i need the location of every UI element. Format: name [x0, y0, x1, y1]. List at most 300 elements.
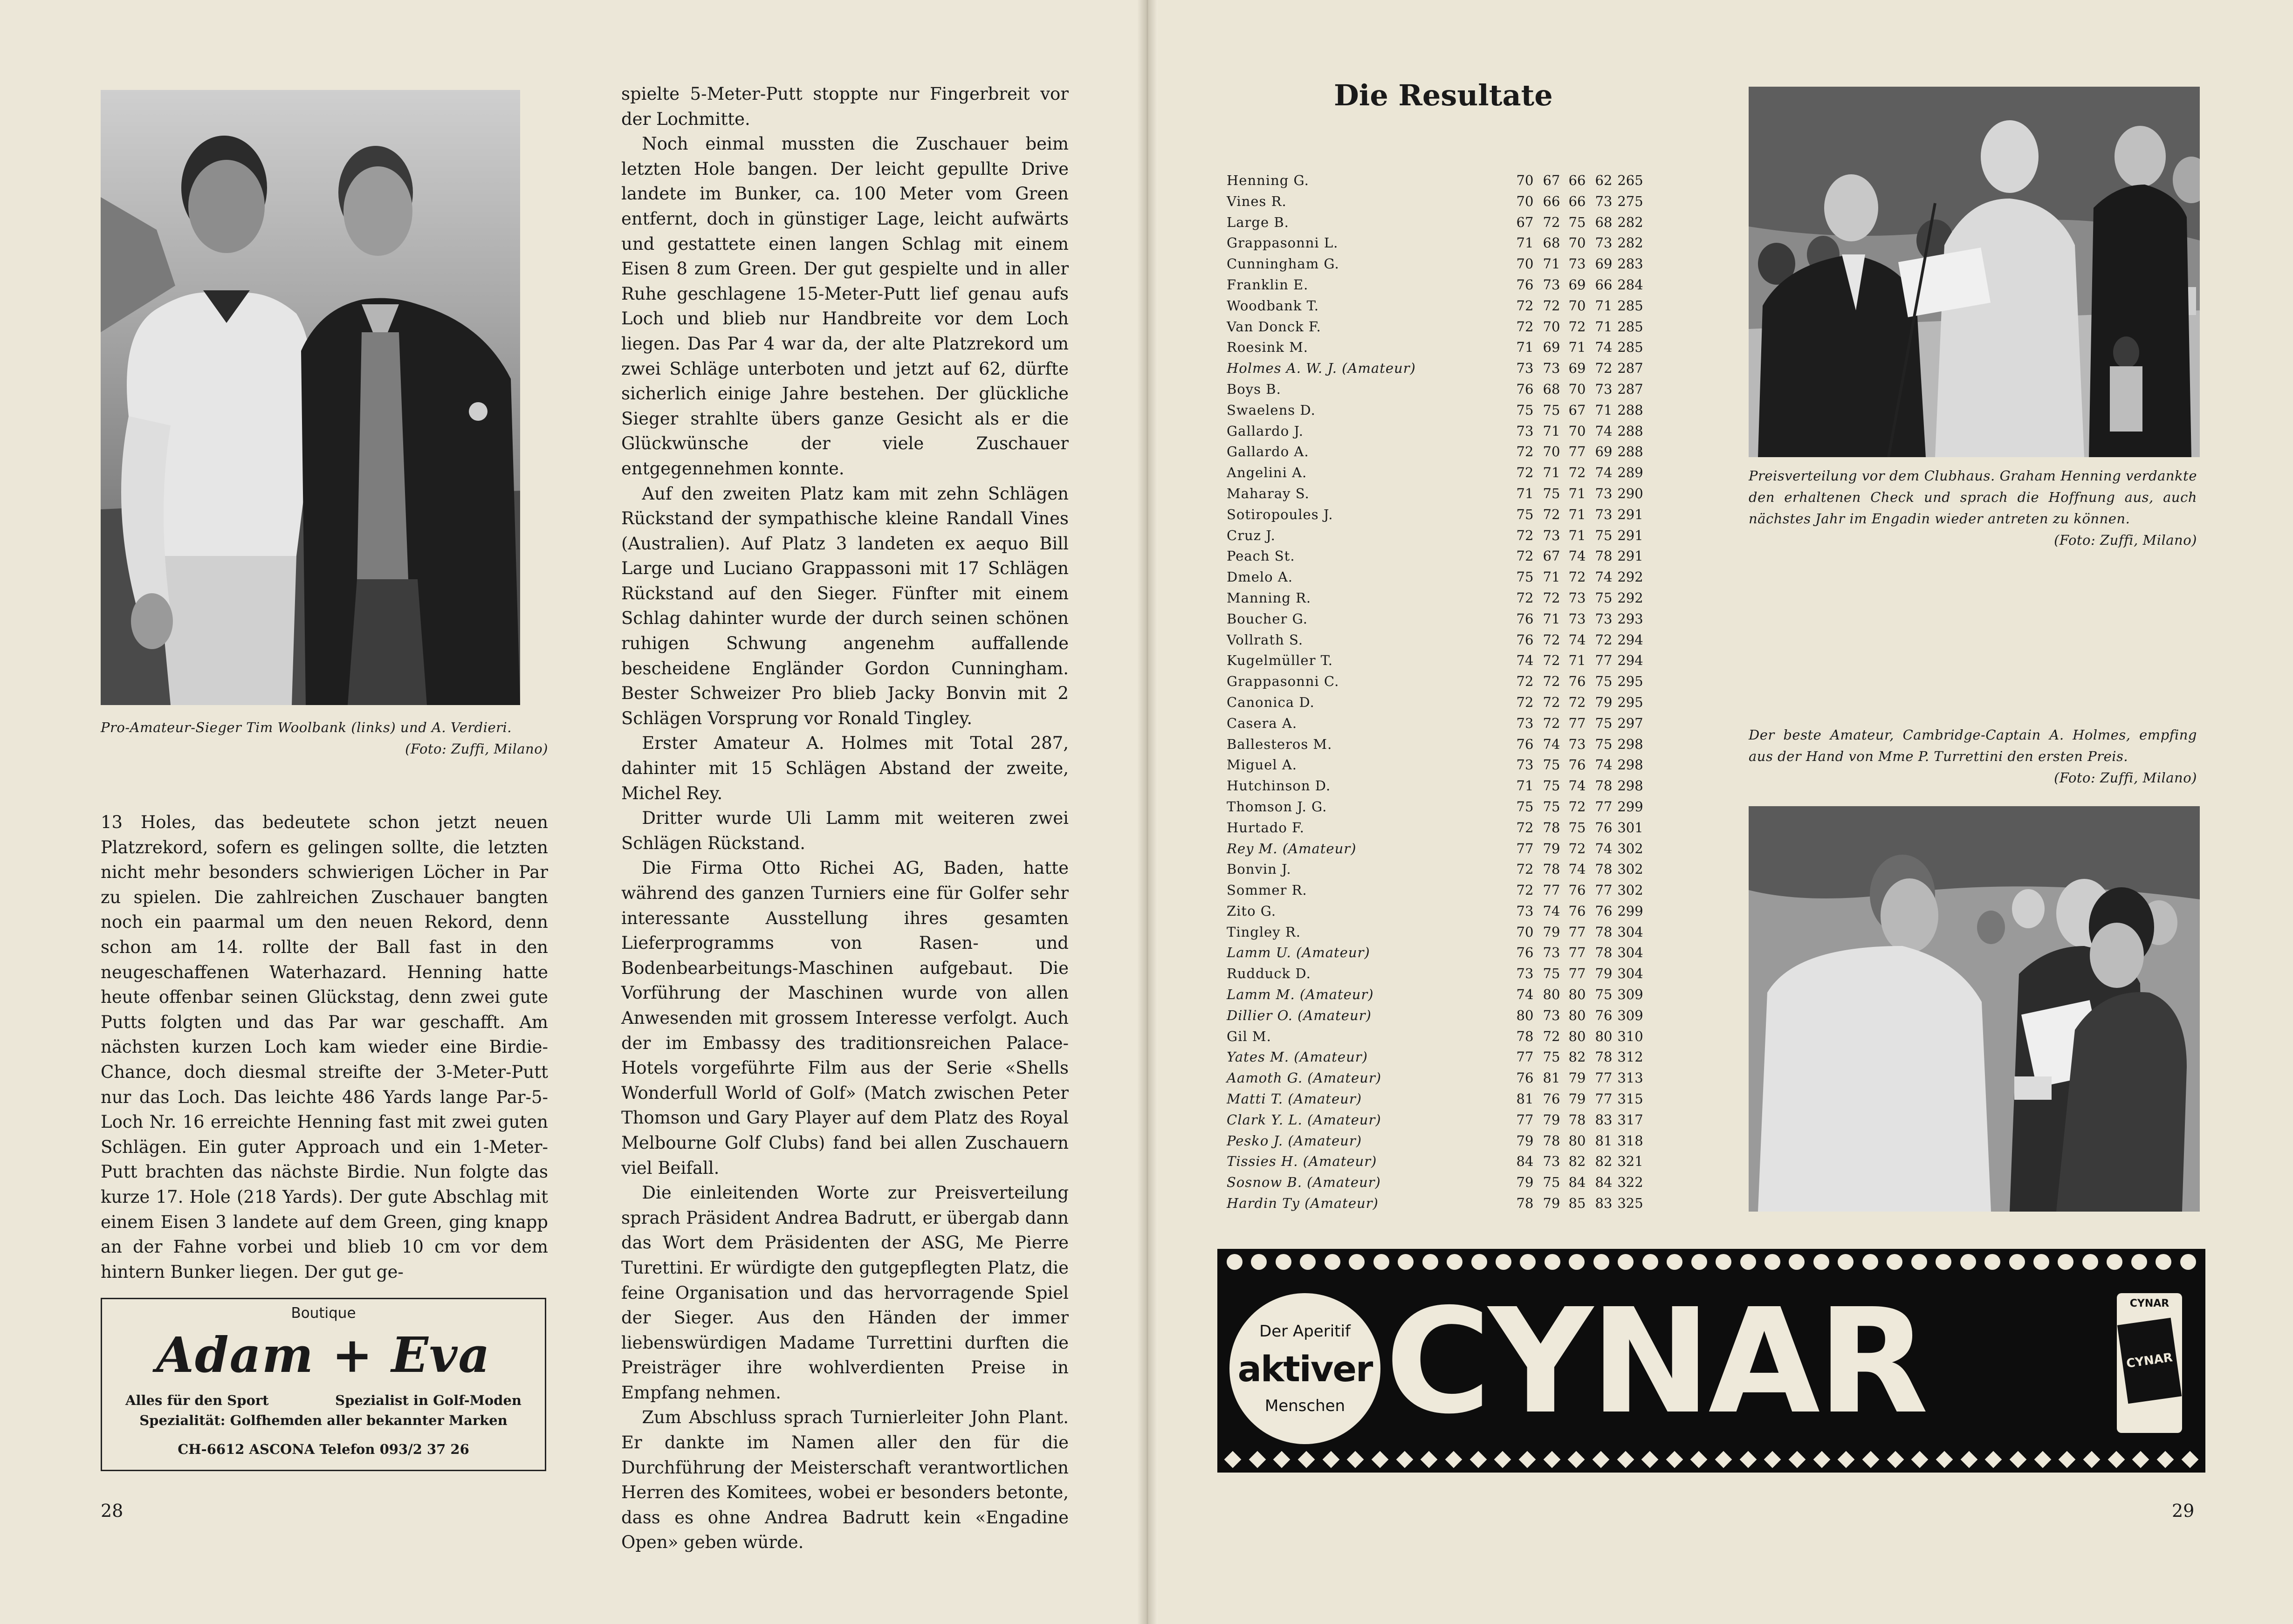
left-page [0, 0, 1146, 1624]
film-hole [1322, 1451, 1339, 1468]
result-round-score: 76 [1568, 757, 1586, 773]
film-hole [1373, 1254, 1389, 1270]
result-player-name: Holmes A. W. J. (Amateur) [1227, 360, 1416, 377]
film-hole [1667, 1254, 1682, 1270]
film-hole [1740, 1254, 1756, 1270]
cynar-bottle-icon [2117, 1293, 2182, 1433]
result-player-name: Henning G. [1227, 172, 1309, 188]
result-round-score: 72 [1516, 673, 1534, 690]
result-round-score: 72 [1543, 652, 1560, 669]
result-round-score: 75 [1516, 506, 1534, 522]
result-total: 297 [1617, 715, 1643, 731]
result-total: 295 [1617, 694, 1643, 710]
result-total: 288 [1617, 444, 1643, 460]
result-round-score: 76 [1595, 1007, 1613, 1023]
result-total: 289 [1617, 465, 1643, 481]
result-total: 312 [1617, 1049, 1643, 1065]
result-round-score: 72 [1543, 589, 1560, 606]
caption-text: Der beste Amateur, Cambridge-Captain A. Holmes, empfing aus der Hand von Mme P. Turrettini den ersten Preis. [1749, 727, 2197, 764]
result-total: 287 [1617, 381, 1643, 397]
result-round-score: 69 [1568, 276, 1586, 293]
book-gutter [1137, 0, 1158, 1624]
result-round-score: 78 [1543, 1132, 1560, 1149]
result-round-score: 70 [1543, 444, 1560, 460]
result-round-score: 72 [1595, 360, 1613, 377]
film-hole [1445, 1451, 1462, 1468]
result-total: 283 [1617, 256, 1643, 272]
result-round-score: 71 [1595, 402, 1613, 418]
film-strip-top [1227, 1251, 2196, 1273]
film-hole [1838, 1254, 1854, 1270]
result-round-score: 69 [1595, 444, 1613, 460]
result-row [1227, 924, 1665, 945]
result-round-score: 80 [1568, 1132, 1586, 1149]
result-round-score: 75 [1595, 987, 1613, 1003]
result-round-score: 78 [1595, 861, 1613, 877]
result-round-score: 80 [1568, 1007, 1586, 1023]
result-player-name: Boucher G. [1227, 610, 1308, 627]
result-round-score: 71 [1543, 569, 1560, 585]
result-player-name: Rey M. (Amateur) [1227, 840, 1357, 857]
result-row [1227, 1049, 1665, 1070]
film-hole [1862, 1451, 1880, 1468]
result-row [1227, 235, 1665, 256]
result-round-score: 73 [1543, 360, 1560, 377]
result-round-score: 73 [1595, 193, 1613, 209]
result-total: 293 [1617, 610, 1643, 627]
photo-caption-ceremony [1749, 465, 2197, 551]
film-hole [1838, 1451, 1855, 1468]
result-row [1227, 882, 1665, 903]
result-player-name: Lamm M. (Amateur) [1227, 987, 1374, 1003]
result-round-score: 73 [1595, 610, 1613, 627]
result-row [1227, 861, 1665, 882]
result-player-name: Thomson J. G. [1227, 798, 1327, 815]
result-player-name: Sosnow B. (Amateur) [1227, 1174, 1381, 1191]
result-round-score: 79 [1595, 694, 1613, 710]
article-column-2 [621, 82, 1069, 1555]
result-total: 294 [1617, 631, 1643, 648]
result-round-score: 74 [1568, 631, 1586, 648]
result-round-score: 75 [1516, 402, 1534, 418]
result-round-score: 71 [1568, 506, 1586, 522]
result-round-score: 80 [1568, 987, 1586, 1003]
result-row [1227, 1007, 1665, 1028]
result-total: 322 [1617, 1174, 1643, 1191]
boutique-logo: Adam + Eva [156, 1326, 491, 1384]
result-round-score: 76 [1595, 903, 1613, 919]
result-row [1227, 1133, 1665, 1154]
film-hole [1543, 1451, 1560, 1468]
result-round-score: 74 [1568, 861, 1586, 877]
result-round-score: 68 [1543, 381, 1560, 397]
film-hole [1642, 1254, 1658, 1270]
film-hole [2058, 1254, 2073, 1270]
result-round-score: 77 [1595, 798, 1613, 815]
result-round-score: 79 [1595, 966, 1613, 982]
result-player-name: Swaelens D. [1227, 402, 1316, 418]
result-player-name: Sotiropoules J. [1227, 506, 1333, 522]
result-round-score: 79 [1543, 840, 1560, 857]
result-round-score: 76 [1516, 610, 1534, 627]
result-round-score: 75 [1568, 214, 1586, 230]
result-round-score: 73 [1516, 966, 1534, 982]
film-hole [1469, 1451, 1487, 1468]
result-round-score: 75 [1595, 715, 1613, 731]
result-round-score: 72 [1543, 673, 1560, 690]
result-round-score: 72 [1568, 798, 1586, 815]
result-row [1227, 1153, 1665, 1174]
result-round-score: 75 [1595, 673, 1613, 690]
result-round-score: 73 [1516, 360, 1534, 377]
result-player-name: Vines R. [1227, 193, 1287, 209]
result-player-name: Ballesteros M. [1227, 736, 1332, 752]
result-total: 282 [1617, 214, 1643, 230]
result-round-score: 74 [1595, 465, 1613, 481]
result-round-score: 72 [1516, 444, 1534, 460]
result-round-score: 77 [1568, 715, 1586, 731]
film-hole [2108, 1451, 2125, 1468]
article-paragraph: 13 Holes, das bedeutete schon jetzt neuen Platzrekord, sofern es gelingen sollte, die letzten nicht mehr besonders schwierigen Löcher in Par zu spielen. Die zahlreichen Zuschauer bangten noch ein paarmal um den neuen Rekord, denn schon am 14. rollte der Ball fast in den neugeschaffenen Waterhazard. Henning hatte heute offenbar seinen Glückstag, denn zwei gute Putts folgten und das Par war geschafft. Am nächsten kurzen Loch kam wieder eine Birdie-Chance, doch diesmal streifte der 3-Meter-Putt nur das Loch. Das leichte 486 Yards lange Par-5-Loch Nr. 16 erreichte Henning fast mit zwei guten Schlägen. Ein guter Approach und ein 1-Meter-Putt brachten das nächste Birdie. Nun folgte das kurze 17. Hole (218 Yards). Der gute Abschlag mit einem Eisen 3 landete auf dem Green, ging knapp an der Fahne vorbei und blieb 10 cm vor dem hintern Bunker liegen. Der gut ge- [101, 812, 548, 1282]
film-hole [1984, 1254, 2000, 1270]
result-round-score: 78 [1516, 1028, 1534, 1044]
result-round-score: 77 [1568, 444, 1586, 460]
result-round-score: 76 [1516, 1070, 1534, 1086]
film-hole [1396, 1451, 1413, 1468]
result-player-name: Miguel A. [1227, 757, 1298, 773]
result-round-score: 70 [1568, 235, 1586, 251]
result-row [1227, 402, 1665, 423]
result-round-score: 73 [1516, 423, 1534, 439]
result-round-score: 73 [1543, 276, 1560, 293]
result-round-score: 74 [1568, 778, 1586, 794]
result-row [1227, 548, 1665, 569]
photo-caption-left [101, 717, 548, 760]
result-player-name: Tingley R. [1227, 924, 1301, 940]
result-player-name: Cunningham G. [1227, 256, 1339, 272]
result-round-score: 70 [1568, 381, 1586, 397]
photo-golfers-portrait [101, 90, 520, 705]
result-row [1227, 632, 1665, 653]
film-hole [1421, 1451, 1438, 1468]
article-paragraph: Noch einmal mussten die Zuschauer beim letzten Hole bangen. Der leicht gepullte Drive landete im Bunker, ca. 100 Meter vom Green entfernt, doch in günstiger Lage, leicht aufwärts und gestattete einen langen Schlag mit einem Eisen 8 zum Green. Der gut gespielte und in aller Ruhe geschlagene 15-Meter-Putt lief genau aufs Loch und blieb nur Handbreite vor dem Loch liegen. Das Par 4 war da, der alte Platzrekord um zwei Schläge unterboten und jetzt auf 62, dürfte sicherlich einige Jahre bestehen. Der glückliche Sieger strahlte übers ganze Gesicht als er die Glückwünsche der viele Zuschauer entgegennehmen konnte. [621, 134, 1069, 479]
result-round-score: 73 [1595, 381, 1613, 397]
result-total: 291 [1617, 527, 1643, 543]
result-round-score: 71 [1568, 485, 1586, 501]
result-player-name: Grappasonni L. [1227, 235, 1339, 251]
result-round-score: 74 [1516, 987, 1534, 1003]
result-round-score: 73 [1516, 715, 1534, 731]
result-round-score: 77 [1516, 1049, 1534, 1065]
article-paragraph: spielte 5-Meter-Putt stoppte nur Fingerbreit vor der Lochmitte. [621, 84, 1069, 129]
bottle-top-text: CYNAR [2129, 1298, 2169, 1309]
result-round-score: 76 [1516, 736, 1534, 752]
result-round-score: 73 [1516, 903, 1534, 919]
result-total: 295 [1617, 673, 1643, 690]
result-round-score: 77 [1568, 966, 1586, 982]
result-row [1227, 820, 1665, 841]
result-round-score: 71 [1516, 339, 1534, 356]
result-round-score: 72 [1516, 694, 1534, 710]
film-hole [1398, 1254, 1414, 1270]
result-round-score: 73 [1595, 506, 1613, 522]
result-player-name: Aamoth G. (Amateur) [1227, 1070, 1382, 1086]
result-round-score: 76 [1595, 819, 1613, 836]
result-round-score: 72 [1568, 569, 1586, 585]
result-row [1227, 903, 1665, 924]
result-round-score: 72 [1568, 840, 1586, 857]
result-round-score: 72 [1543, 715, 1560, 731]
result-total: 302 [1617, 840, 1643, 857]
result-row [1227, 486, 1665, 507]
film-hole [2107, 1254, 2122, 1270]
result-round-score: 75 [1516, 569, 1534, 585]
film-hole [1789, 1254, 1805, 1270]
result-round-score: 66 [1568, 172, 1586, 188]
result-round-score: 73 [1595, 235, 1613, 251]
film-hole [2156, 1254, 2171, 1270]
result-round-score: 82 [1568, 1049, 1586, 1065]
result-player-name: Maharay S. [1227, 485, 1310, 501]
film-hole [2034, 1451, 2051, 1468]
result-round-score: 77 [1595, 1091, 1613, 1107]
result-row [1227, 444, 1665, 465]
result-round-score: 69 [1543, 339, 1560, 356]
result-player-name: Canonica D. [1227, 694, 1315, 710]
result-round-score: 72 [1543, 297, 1560, 314]
film-hole [2180, 1254, 2196, 1270]
result-row [1227, 590, 1665, 611]
film-hole [1518, 1451, 1536, 1468]
result-round-score: 68 [1595, 214, 1613, 230]
film-hole [2009, 1254, 2025, 1270]
result-player-name: Dmelo A. [1227, 569, 1293, 585]
result-round-score: 67 [1543, 548, 1560, 564]
result-player-name: Rudduck D. [1227, 966, 1311, 982]
cynar-brand-logo: CYNAR [1385, 1278, 1926, 1446]
article-paragraph: Auf den zweiten Platz kam mit zehn Schlägen Rückstand der sympathische kleine Randall Vines (Australien). Auf Platz 3 landeten ex aequo Bill Large und Luciano Grappassoni mit 17 Schlägen Rückstand auf den Sieger. Fünfter mit einem Schlag dahinter wurde der durch seinen schönen ruhigen Schwung angenehm auffallende bescheidene Engländer Gordon Cunningham. Bester Schweizer Pro blieb Jacky Bonvin mit 2 Schlägen Vorsprung vor Ronald Tingley. [621, 483, 1069, 728]
result-round-score: 72 [1543, 214, 1560, 230]
caption-credit: (Foto: Zuffi, Milano) [2054, 532, 2197, 548]
result-row [1227, 339, 1665, 360]
result-total: 318 [1617, 1132, 1643, 1149]
result-row [1227, 465, 1665, 486]
cynar-advertisement [1217, 1249, 2205, 1473]
result-player-name: Gallardo J. [1227, 423, 1304, 439]
photo-prize-ceremony-henning [1749, 87, 2200, 457]
result-round-score: 72 [1516, 819, 1534, 836]
result-round-score: 76 [1516, 381, 1534, 397]
result-row [1227, 799, 1665, 820]
bottle-label-text: CYNAR [2117, 1318, 2182, 1404]
result-round-score: 76 [1568, 882, 1586, 898]
result-player-name: Clark Y. L. (Amateur) [1227, 1111, 1381, 1128]
result-round-score: 78 [1595, 778, 1613, 794]
result-round-score: 75 [1543, 485, 1560, 501]
result-round-score: 74 [1516, 652, 1534, 669]
result-row [1227, 757, 1665, 778]
result-round-score: 74 [1543, 903, 1560, 919]
result-round-score: 79 [1543, 924, 1560, 940]
result-row [1227, 277, 1665, 298]
result-round-score: 80 [1568, 1028, 1586, 1044]
result-player-name: Manning R. [1227, 589, 1311, 606]
result-round-score: 75 [1595, 589, 1613, 606]
result-total: 291 [1617, 548, 1643, 564]
result-round-score: 69 [1568, 360, 1586, 377]
result-round-score: 75 [1595, 527, 1613, 543]
result-row [1227, 987, 1665, 1007]
result-total: 285 [1617, 297, 1643, 314]
result-round-score: 84 [1568, 1174, 1586, 1191]
film-strip-bottom [1227, 1448, 2196, 1471]
result-total: 302 [1617, 882, 1643, 898]
result-round-score: 73 [1543, 1007, 1560, 1023]
result-total: 301 [1617, 819, 1643, 836]
film-hole [1936, 1451, 1953, 1468]
result-round-score: 75 [1516, 798, 1534, 815]
article-paragraph: Erster Amateur A. Holmes mit Total 287, dahinter mit 15 Schlägen Abstand der zweite, Michel Rey. [621, 733, 1069, 803]
film-hole [1887, 1451, 1904, 1468]
result-round-score: 72 [1543, 506, 1560, 522]
result-player-name: Yates M. (Amateur) [1227, 1049, 1368, 1065]
result-round-score: 75 [1543, 966, 1560, 982]
film-hole [1273, 1451, 1291, 1468]
result-player-name: Boys B. [1227, 381, 1281, 397]
result-round-score: 75 [1543, 778, 1560, 794]
result-round-score: 75 [1543, 1174, 1560, 1191]
result-row [1227, 172, 1665, 193]
boutique-title: Boutique [291, 1305, 356, 1322]
result-player-name: Matti T. (Amateur) [1227, 1091, 1362, 1107]
result-total: 291 [1617, 506, 1643, 522]
film-hole [1739, 1451, 1757, 1468]
result-total: 309 [1617, 1007, 1643, 1023]
film-hole [1372, 1451, 1389, 1468]
result-player-name: Gil M. [1227, 1028, 1271, 1044]
result-player-name: Roesink M. [1227, 339, 1308, 356]
result-total: 325 [1617, 1195, 1643, 1212]
film-hole [1789, 1451, 1806, 1468]
result-round-score: 79 [1516, 1132, 1534, 1149]
result-round-score: 70 [1516, 172, 1534, 188]
result-player-name: Angelini A. [1227, 465, 1307, 481]
film-hole [1764, 1254, 1780, 1270]
result-round-score: 82 [1568, 1153, 1586, 1170]
result-row [1227, 569, 1665, 590]
result-row [1227, 673, 1665, 694]
film-hole [2083, 1451, 2101, 1468]
result-total: 298 [1617, 757, 1643, 773]
result-round-score: 76 [1516, 631, 1534, 648]
result-round-score: 73 [1568, 610, 1586, 627]
film-hole [2131, 1254, 2147, 1270]
film-hole [1545, 1254, 1560, 1270]
result-player-name: Hutchinson D. [1227, 778, 1331, 794]
film-hole [1447, 1254, 1462, 1270]
film-hole [1862, 1254, 1878, 1270]
film-hole [1569, 1254, 1585, 1270]
result-round-score: 73 [1543, 1153, 1560, 1170]
boutique-right-text: Spezialist in Golf-Moden [335, 1392, 522, 1408]
result-round-score: 72 [1516, 527, 1534, 543]
result-total: 304 [1617, 966, 1643, 982]
film-hole [1520, 1254, 1536, 1270]
badge-top-text: Der Aperitif [1259, 1322, 1351, 1341]
result-round-score: 77 [1595, 1070, 1613, 1086]
result-round-score: 72 [1516, 465, 1534, 481]
result-total: 292 [1617, 569, 1643, 585]
article-column-1 [101, 810, 548, 1284]
result-round-score: 72 [1543, 1028, 1560, 1044]
result-round-score: 72 [1595, 631, 1613, 648]
result-total: 313 [1617, 1070, 1643, 1086]
result-round-score: 67 [1568, 402, 1586, 418]
result-total: 265 [1617, 172, 1643, 188]
film-hole [1936, 1254, 1951, 1270]
result-round-score: 74 [1595, 840, 1613, 857]
result-round-score: 71 [1568, 339, 1586, 356]
result-player-name: Pesko J. (Amateur) [1227, 1132, 1362, 1149]
result-round-score: 73 [1543, 527, 1560, 543]
result-round-score: 79 [1516, 1174, 1534, 1191]
result-round-score: 71 [1543, 423, 1560, 439]
boutique-specialty: Spezialität: Golfhemden aller bekannter Marken [139, 1412, 508, 1428]
film-hole [1911, 1451, 1929, 1468]
result-round-score: 78 [1595, 945, 1613, 961]
result-total: 298 [1617, 778, 1643, 794]
result-round-score: 79 [1568, 1070, 1586, 1086]
film-hole [1347, 1451, 1364, 1468]
result-round-score: 76 [1516, 945, 1534, 961]
result-round-score: 76 [1568, 903, 1586, 919]
result-total: 299 [1617, 903, 1643, 919]
result-round-score: 71 [1595, 318, 1613, 335]
result-round-score: 71 [1568, 652, 1586, 669]
result-player-name: Franklin E. [1227, 276, 1309, 293]
result-row [1227, 778, 1665, 799]
result-row [1227, 1195, 1665, 1216]
result-round-score: 75 [1595, 736, 1613, 752]
film-hole [1911, 1254, 1927, 1270]
result-round-score: 74 [1543, 736, 1560, 752]
result-round-score: 77 [1568, 924, 1586, 940]
result-round-score: 80 [1595, 1028, 1613, 1044]
result-round-score: 67 [1516, 214, 1534, 230]
page-number-left: 28 [101, 1501, 124, 1521]
result-row [1227, 193, 1665, 214]
result-round-score: 81 [1516, 1091, 1534, 1107]
result-total: 304 [1617, 945, 1643, 961]
result-row [1227, 652, 1665, 673]
result-round-score: 78 [1595, 548, 1613, 564]
film-hole [1593, 1254, 1609, 1270]
result-round-score: 70 [1516, 193, 1534, 209]
caption-text: Preisverteilung vor dem Clubhaus. Graham Henning verdankte den erhaltenen Check und sprach die Hoffnung aus, auch nächstes Jahr im Engadin wieder antreten zu können. [1749, 468, 2197, 527]
result-round-score: 75 [1568, 819, 1586, 836]
article-paragraph: Dritter wurde Uli Lamm mit weiteren zwei Schlägen Rückstand. [621, 808, 1069, 853]
result-player-name: Casera A. [1227, 715, 1298, 731]
result-round-score: 81 [1595, 1132, 1613, 1149]
badge-bottom-text: Menschen [1264, 1397, 1346, 1415]
result-round-score: 72 [1516, 548, 1534, 564]
film-hole [1494, 1451, 1511, 1468]
boutique-address: CH-6612 ASCONA Telefon 093/2 37 26 [178, 1441, 469, 1457]
result-round-score: 78 [1543, 819, 1560, 836]
result-round-score: 78 [1595, 924, 1613, 940]
result-row [1227, 1028, 1665, 1049]
film-hole [1764, 1451, 1781, 1468]
